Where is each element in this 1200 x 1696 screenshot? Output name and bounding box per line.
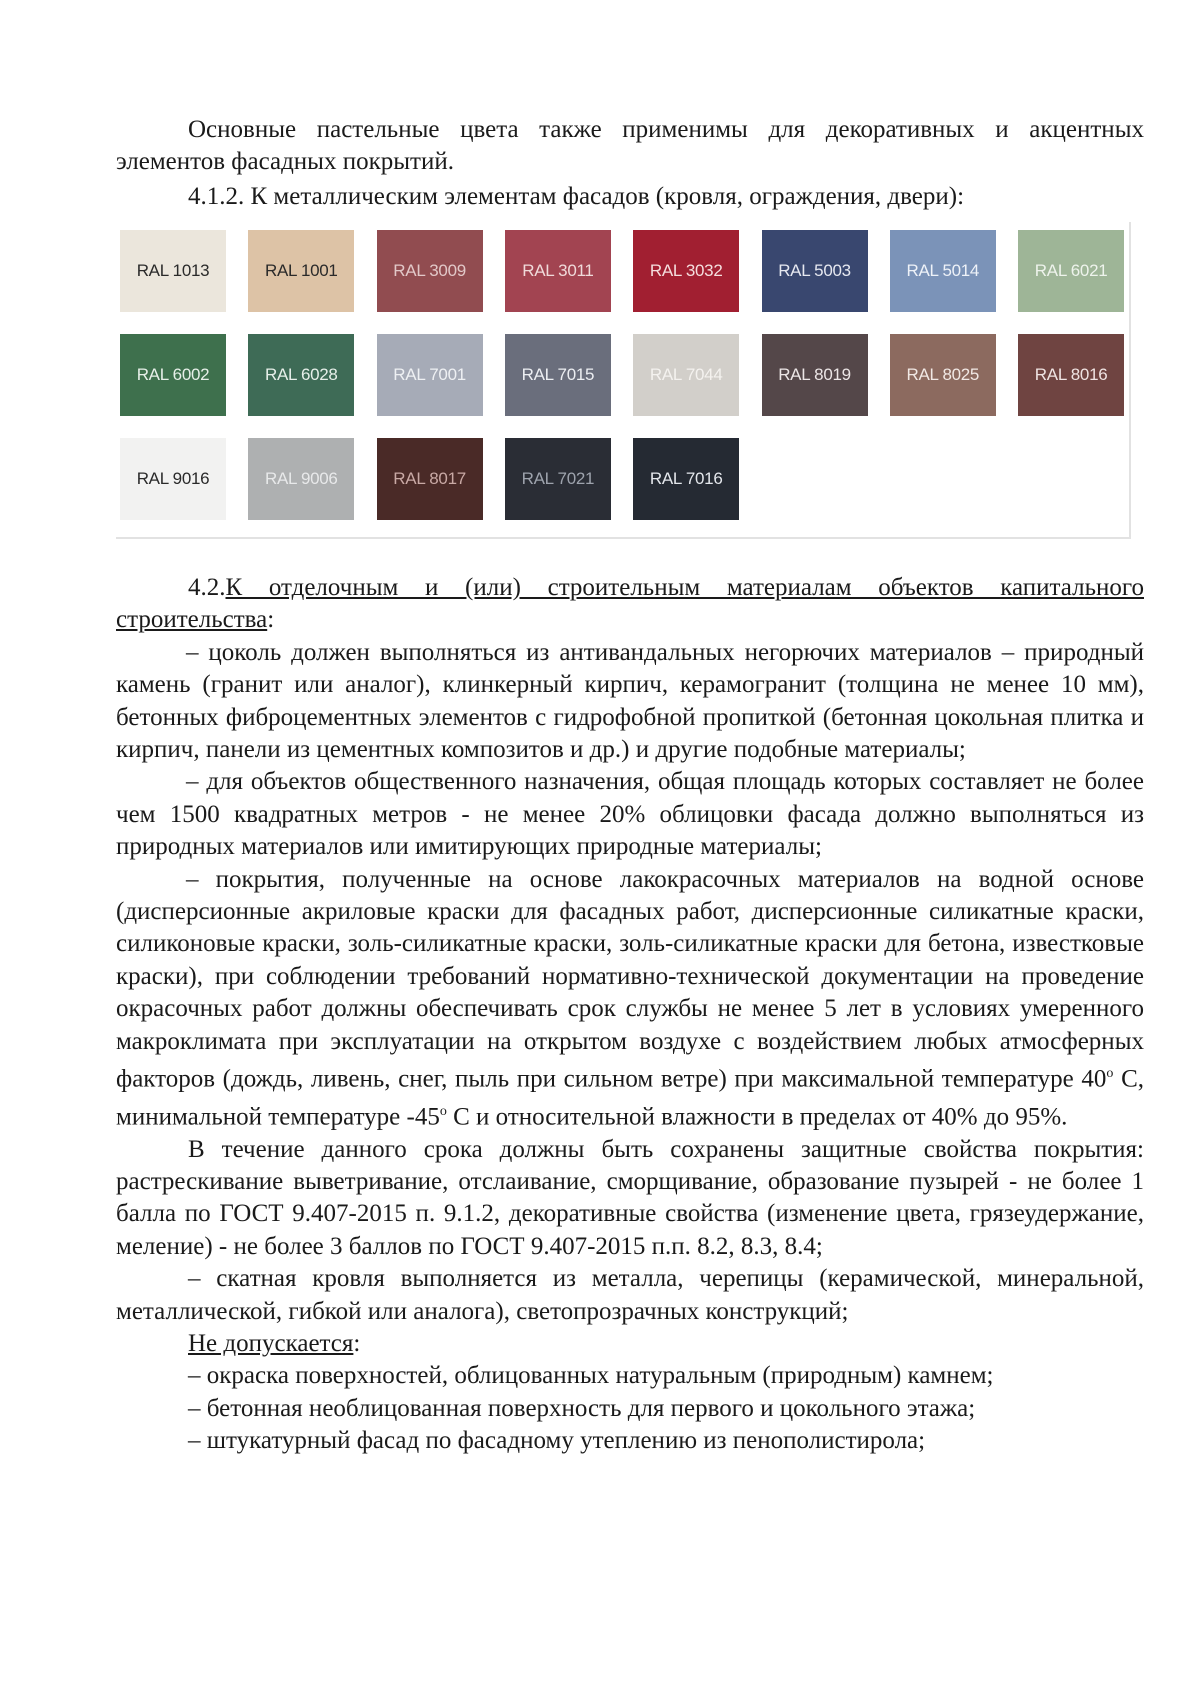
ral-swatch: RAL 1001 — [248, 230, 354, 312]
ral-swatch: RAL 7044 — [633, 334, 739, 416]
ral-swatch: RAL 8025 — [890, 334, 996, 416]
bullet-plinth: – цоколь должен выполняться из антивандальных негорючих материалов – природный камень (гранит или аналог), клинкерный кирпич, керамогранит (толщина не менее 10 мм), бетонных фиброцементных элементов с гидрофобной пропиткой (бетонная цокольная плитка и кирпич, панели из цементных композитов и др.) и другие подобные материалы; — [116, 638, 1144, 764]
ral-swatch: RAL 6028 — [248, 334, 354, 416]
ral-swatch: RAL 8016 — [1018, 334, 1124, 416]
coatings-text-3: С и относительной влажности в пределах от 40% до 95%. — [446, 1103, 1068, 1131]
paragraph-protective-properties: В течение данного срока должны быть сохранены защитные свойства покрытия: растрескивание выветривание, отслаивание, сморщивание, образование пузырей - не более 1 балла по ГОСТ 9.407-2015 п. 9.1.2, декоративные свойства (изменение цвета, грязеудержание, меление) - не более 3 баллов по ГОСТ 9.407-2015 п.п. 8.2, 8.3, 8.4; — [116, 1135, 1144, 1260]
ral-swatch: RAL 6002 — [120, 334, 226, 416]
degree-sign-2: o — [439, 1103, 447, 1119]
ral-swatch: RAL 7016 — [633, 438, 739, 520]
not-allowed-item: – окраска поверхностей, облицованных натуральным (природным) камнем; — [188, 1362, 994, 1390]
section-4-2-title — [116, 572, 1144, 637]
not-allowed-item: – бетонная необлицованная поверхность для первого и цокольного этажа; — [188, 1394, 976, 1422]
not-allowed-colon: : — [353, 1330, 361, 1357]
ral-swatch: RAL 3011 — [505, 230, 611, 312]
ral-swatch: RAL 8017 — [377, 438, 483, 520]
ral-swatch: RAL 3032 — [633, 230, 739, 312]
coatings-text-2: С, минимальной температуре -45 — [116, 1065, 1144, 1131]
ral-swatch: RAL 8019 — [762, 334, 868, 416]
bullet-pitched-roof: – скатная кровля выполняется из металла, черепицы (керамической, минеральной, металлической, гибкой или аналога), светопрозрачных конструкций; — [116, 1265, 1144, 1325]
not-allowed-label: Не допускается — [188, 1330, 354, 1357]
coatings-text-1: – покрытия, полученные на основе лакокрасочных материалов на водной основе (дисперсионные акриловые краски для фасадных работ, дисперсионные силикатные краски, силиконовые краски, золь-силикатные краски, золь-силикатные краски для бетона, известковые краски), при соблюдении требований нормативно-технической документации на проведение окрасочных работ должны обеспечивать срок службы не менее 5 лет в условиях умеренного макроклимата при эксплуатации на открытом воздухе с воздействием любых атмосферных факторов (дождь, ливень, снег, пыль при сильном ветре) при максимальной температуре 40 — [116, 865, 1144, 1093]
ral-swatch: RAL 9006 — [248, 438, 354, 520]
subheading-4-1-2: 4.1.2. К металлическим элементам фасадов (кровля, ограждения, двери): — [188, 182, 965, 210]
section-title-colon: : — [267, 606, 275, 634]
ral-swatch: RAL 6021 — [1018, 230, 1124, 312]
ral-swatch: RAL 9016 — [120, 438, 226, 520]
ral-swatch: RAL 5003 — [762, 230, 868, 312]
section-title: К отделочным и (или) строительным материалам объектов капитального строительства — [116, 574, 1144, 634]
intro-paragraph: Основные пастельные цвета также применимы для декоративных и акцентных элементов фасадных покрытий. — [116, 116, 1144, 176]
intro-block — [116, 114, 1144, 213]
ral-swatch: RAL 7001 — [377, 334, 483, 416]
section-4-2 — [116, 572, 1144, 1458]
ral-swatch: RAL 7015 — [505, 334, 611, 416]
not-allowed-item: – штукатурный фасад по фасадному утеплению из пенополистирола; — [188, 1427, 926, 1455]
not-allowed-heading — [116, 1328, 1144, 1360]
ral-swatch: RAL 7021 — [505, 438, 611, 520]
ral-swatch-panel — [116, 222, 1131, 539]
ral-swatch: RAL 3009 — [377, 230, 483, 312]
degree-sign-1: o — [1106, 1066, 1114, 1082]
section-number: 4.2. — [188, 574, 226, 601]
ral-swatch: RAL 5014 — [890, 230, 996, 312]
bullet-coatings — [116, 864, 1144, 1134]
ral-swatch: RAL 1013 — [120, 230, 226, 312]
bullet-public-buildings: – для объектов общественного назначения, общая площадь которых составляет не более чем 1500 квадратных метров - не менее 20% облицовки фасада должно выполняться из природных материалов или имитирующих природные материалы; — [116, 768, 1144, 861]
